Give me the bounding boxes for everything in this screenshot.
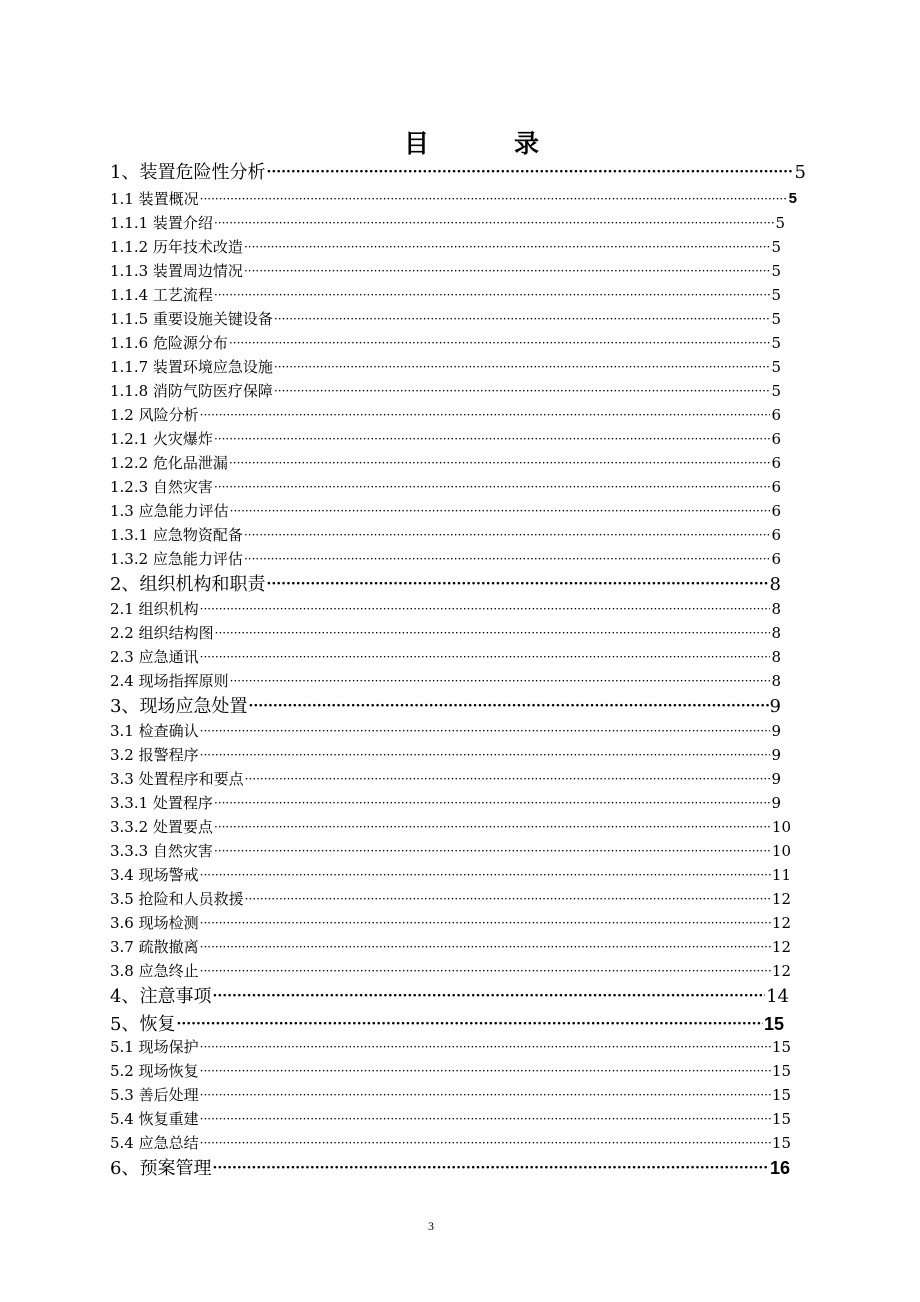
toc-leader-dots xyxy=(200,404,771,426)
toc-leader-dots xyxy=(200,744,771,766)
toc-entry[interactable] xyxy=(110,428,781,450)
toc-entry-page: 8 xyxy=(771,624,781,642)
toc-entry-label: 1.1.1 装置介绍 xyxy=(110,214,213,232)
toc-leader-dots xyxy=(229,452,771,474)
toc-entry[interactable] xyxy=(110,332,781,354)
toc-entry-label: 1.1.3 装置周边情况 xyxy=(110,262,243,280)
toc-entry-page: 15 xyxy=(771,1062,791,1080)
toc-entry-label: 1、装置危险性分析 xyxy=(110,162,266,183)
toc-entry-label: 1.2 风险分析 xyxy=(110,406,199,424)
toc-entry-page: 8 xyxy=(771,672,781,690)
toc-entry-page: 9 xyxy=(771,770,781,788)
toc-entry[interactable] xyxy=(110,476,781,498)
toc-entry-page: 6 xyxy=(771,406,781,424)
toc-leader-dots xyxy=(230,670,771,692)
toc-leader-dots xyxy=(214,816,771,838)
toc-entry[interactable] xyxy=(110,356,781,378)
toc-entry[interactable] xyxy=(110,646,781,668)
toc-entry-label: 3、现场应急处置 xyxy=(110,696,248,717)
toc-entry-page: 5 xyxy=(771,358,781,376)
toc-leader-dots xyxy=(244,524,771,546)
toc-entry-page: 14 xyxy=(766,986,789,1007)
toc-leader-dots xyxy=(214,792,771,814)
toc-entry-label: 3.7 疏散撤离 xyxy=(110,938,199,956)
toc-entry[interactable] xyxy=(110,744,781,766)
toc-entry[interactable] xyxy=(110,188,797,210)
toc-leader-dots xyxy=(200,864,771,886)
toc-entry[interactable] xyxy=(110,912,791,934)
toc-entry-page: 9 xyxy=(771,794,781,812)
toc-entry-page: 12 xyxy=(771,914,791,932)
toc-leader-dots xyxy=(274,380,771,402)
toc-entry[interactable] xyxy=(110,694,781,719)
toc-entry-page: 15 xyxy=(771,1134,791,1152)
toc-leader-dots xyxy=(266,572,768,597)
toc-entry-label: 1.3 应急能力评估 xyxy=(110,502,229,520)
toc-entry-label: 1.1.8 消防气防医疗保障 xyxy=(110,382,273,400)
toc-leader-dots xyxy=(200,598,771,620)
toc-entry-label: 4、注意事项 xyxy=(110,986,212,1007)
toc-entry-page: 12 xyxy=(771,938,791,956)
toc-entry-page: 6 xyxy=(771,526,781,544)
toc-entry[interactable] xyxy=(110,1060,791,1082)
toc-entry[interactable] xyxy=(110,1132,791,1154)
toc-entry-label: 1.2.3 自然灾害 xyxy=(110,478,213,496)
toc-entry-label: 2、组织机构和职责 xyxy=(110,574,266,595)
toc-entry[interactable] xyxy=(110,260,781,282)
toc-entry-page: 5 xyxy=(771,262,781,280)
toc-entry[interactable] xyxy=(110,792,781,814)
toc-entry-page: 5 xyxy=(794,162,806,183)
title-char-1: 目 xyxy=(404,129,430,158)
toc-entry-label: 3.2 报警程序 xyxy=(110,746,199,764)
toc-leader-dots xyxy=(214,476,771,498)
toc-entry-page: 5 xyxy=(771,238,781,256)
toc-entry-label: 1.1.7 装置环境应急设施 xyxy=(110,358,273,376)
toc-leader-dots xyxy=(229,332,771,354)
toc-entry-label: 1.2.1 火灾爆炸 xyxy=(110,430,213,448)
toc-entry-label: 3.3 处置程序和要点 xyxy=(110,770,244,788)
toc-entry-page: 5 xyxy=(771,310,781,328)
toc-entry-page: 10 xyxy=(771,842,791,860)
toc-entry[interactable] xyxy=(110,840,791,862)
toc-entry-page: 9 xyxy=(771,746,781,764)
toc-entry-page: 5 xyxy=(775,214,785,232)
toc-entry-label: 3.3.3 自然灾害 xyxy=(110,842,213,860)
toc-entry-label: 2.4 现场指挥原则 xyxy=(110,672,229,690)
toc-entry-label: 1.1.6 危险源分布 xyxy=(110,334,228,352)
toc-leader-dots xyxy=(200,1132,771,1154)
toc-leader-dots xyxy=(248,694,768,719)
toc-entry[interactable] xyxy=(110,1036,791,1058)
toc-entry[interactable] xyxy=(110,720,781,742)
toc-title xyxy=(0,124,920,160)
toc-entry-page: 6 xyxy=(771,478,781,496)
toc-entry[interactable] xyxy=(110,598,781,620)
toc-entry[interactable] xyxy=(110,548,781,570)
toc-leader-dots xyxy=(230,500,771,522)
toc-leader-dots xyxy=(244,260,771,282)
toc-entry-label: 1.3.2 应急能力评估 xyxy=(110,550,243,568)
toc-entry[interactable] xyxy=(110,1084,791,1106)
toc-entry-label: 1.2.2 危化品泄漏 xyxy=(110,454,228,472)
toc-entry-page: 15 xyxy=(763,1014,784,1034)
toc-leader-dots xyxy=(274,308,771,330)
toc-entry-page: 5 xyxy=(788,190,797,207)
toc-leader-dots xyxy=(274,356,771,378)
toc-entry[interactable] xyxy=(110,524,781,546)
toc-entry-page: 9 xyxy=(769,696,781,717)
toc-entry-label: 5.2 现场恢复 xyxy=(110,1062,199,1080)
toc-leader-dots xyxy=(245,768,771,790)
toc-entry[interactable] xyxy=(110,936,791,958)
toc-leader-dots xyxy=(176,1012,763,1037)
toc-entry-page: 5 xyxy=(771,382,781,400)
toc-entry[interactable] xyxy=(110,864,791,886)
toc-entry-label: 3.3.2 处置要点 xyxy=(110,818,213,836)
toc-entry-page: 6 xyxy=(771,550,781,568)
toc-entry-page: 11 xyxy=(771,866,791,884)
toc-leader-dots xyxy=(200,936,771,958)
toc-leader-dots xyxy=(200,188,788,210)
toc-entry-label: 2.3 应急通讯 xyxy=(110,648,199,666)
toc-entry-label: 3.5 抢险和人员救援 xyxy=(110,890,244,908)
toc-entry-page: 8 xyxy=(771,600,781,618)
toc-entry-label: 1.1.4 工艺流程 xyxy=(110,286,213,304)
toc-entry-label: 2.2 组织结构图 xyxy=(110,624,214,642)
toc-entry-page: 8 xyxy=(771,648,781,666)
toc-entry-label: 3.4 现场警戒 xyxy=(110,866,199,884)
toc-entry-label: 5.3 善后处理 xyxy=(110,1086,199,1104)
toc-entry-page: 15 xyxy=(771,1086,791,1104)
toc-entry-label: 3.6 现场检测 xyxy=(110,914,199,932)
toc-leader-dots xyxy=(212,1156,769,1181)
toc-leader-dots xyxy=(215,622,771,644)
toc-leader-dots xyxy=(200,1060,771,1082)
toc-entry-label: 5、恢复 xyxy=(110,1014,176,1035)
toc-entry-label: 3.3.1 处置程序 xyxy=(110,794,213,812)
toc-leader-dots xyxy=(244,236,771,258)
toc-leader-dots xyxy=(200,912,771,934)
toc-leader-dots xyxy=(200,720,771,742)
toc-leader-dots xyxy=(200,646,771,668)
toc-entry[interactable] xyxy=(110,1012,784,1037)
toc-entry-label: 1.3.1 应急物资配备 xyxy=(110,526,243,544)
toc-leader-dots xyxy=(200,1036,771,1058)
toc-entry[interactable] xyxy=(110,452,781,474)
toc-entry-label: 1.1.5 重要设施关键设备 xyxy=(110,310,273,328)
toc-entry-page: 9 xyxy=(771,722,781,740)
toc-entry-label: 2.1 组织机构 xyxy=(110,600,199,618)
toc-leader-dots xyxy=(244,548,771,570)
toc-entry-page: 5 xyxy=(771,286,781,304)
toc-entry-page: 6 xyxy=(771,502,781,520)
toc-entry-page: 12 xyxy=(771,962,791,980)
toc-entry[interactable] xyxy=(110,984,789,1009)
toc-entry-label: 1.1.2 历年技术改造 xyxy=(110,238,243,256)
toc-entry-page: 6 xyxy=(771,430,781,448)
toc-entry-label: 3.8 应急终止 xyxy=(110,962,199,980)
toc-entry-label: 6、预案管理 xyxy=(110,1158,212,1179)
toc-entry-page: 16 xyxy=(769,1158,790,1178)
toc-leader-dots xyxy=(200,1108,771,1130)
toc-entry[interactable] xyxy=(110,160,806,185)
toc-entry[interactable] xyxy=(110,622,781,644)
toc-entry[interactable] xyxy=(110,284,781,306)
toc-leader-dots xyxy=(200,1084,771,1106)
toc-entry[interactable] xyxy=(110,816,791,838)
toc-entry-label: 5.1 现场保护 xyxy=(110,1038,199,1056)
toc-entry-page: 12 xyxy=(771,890,791,908)
toc-entry-label: 1.1 装置概况 xyxy=(110,190,199,208)
toc-entry[interactable] xyxy=(110,308,781,330)
toc-leader-dots xyxy=(200,960,771,982)
toc-entry-label: 5.4 应急总结 xyxy=(110,1134,199,1152)
page-number: 3 xyxy=(428,1219,434,1233)
toc-leader-dots xyxy=(214,428,771,450)
toc-entry-page: 15 xyxy=(771,1110,791,1128)
toc-leader-dots xyxy=(214,840,771,862)
toc-entry[interactable] xyxy=(110,768,781,790)
toc-entry[interactable] xyxy=(110,1108,791,1130)
toc-entry[interactable] xyxy=(110,380,781,402)
toc-entry[interactable] xyxy=(110,1156,790,1181)
toc-entry-page: 8 xyxy=(769,574,781,595)
toc-entry-page: 15 xyxy=(771,1038,791,1056)
title-char-2: 录 xyxy=(514,129,540,158)
toc-entry[interactable] xyxy=(110,888,791,910)
toc-entry[interactable] xyxy=(110,212,785,234)
toc-entry-page: 10 xyxy=(771,818,791,836)
toc-leader-dots xyxy=(214,284,771,306)
toc-entry-label: 5.4 恢复重建 xyxy=(110,1110,199,1128)
toc-entry[interactable] xyxy=(110,236,781,258)
toc-entry[interactable] xyxy=(110,960,791,982)
toc-entry-label: 3.1 检查确认 xyxy=(110,722,199,740)
toc-leader-dots xyxy=(214,212,775,234)
toc-leader-dots xyxy=(266,160,793,185)
toc-entry-page: 5 xyxy=(771,334,781,352)
toc-entry[interactable] xyxy=(110,572,781,597)
toc-leader-dots xyxy=(245,888,771,910)
toc-entry[interactable] xyxy=(110,670,781,692)
toc-leader-dots xyxy=(212,984,765,1009)
toc-entry-page: 6 xyxy=(771,454,781,472)
toc-entry[interactable] xyxy=(110,404,781,426)
toc-entry[interactable] xyxy=(110,500,781,522)
